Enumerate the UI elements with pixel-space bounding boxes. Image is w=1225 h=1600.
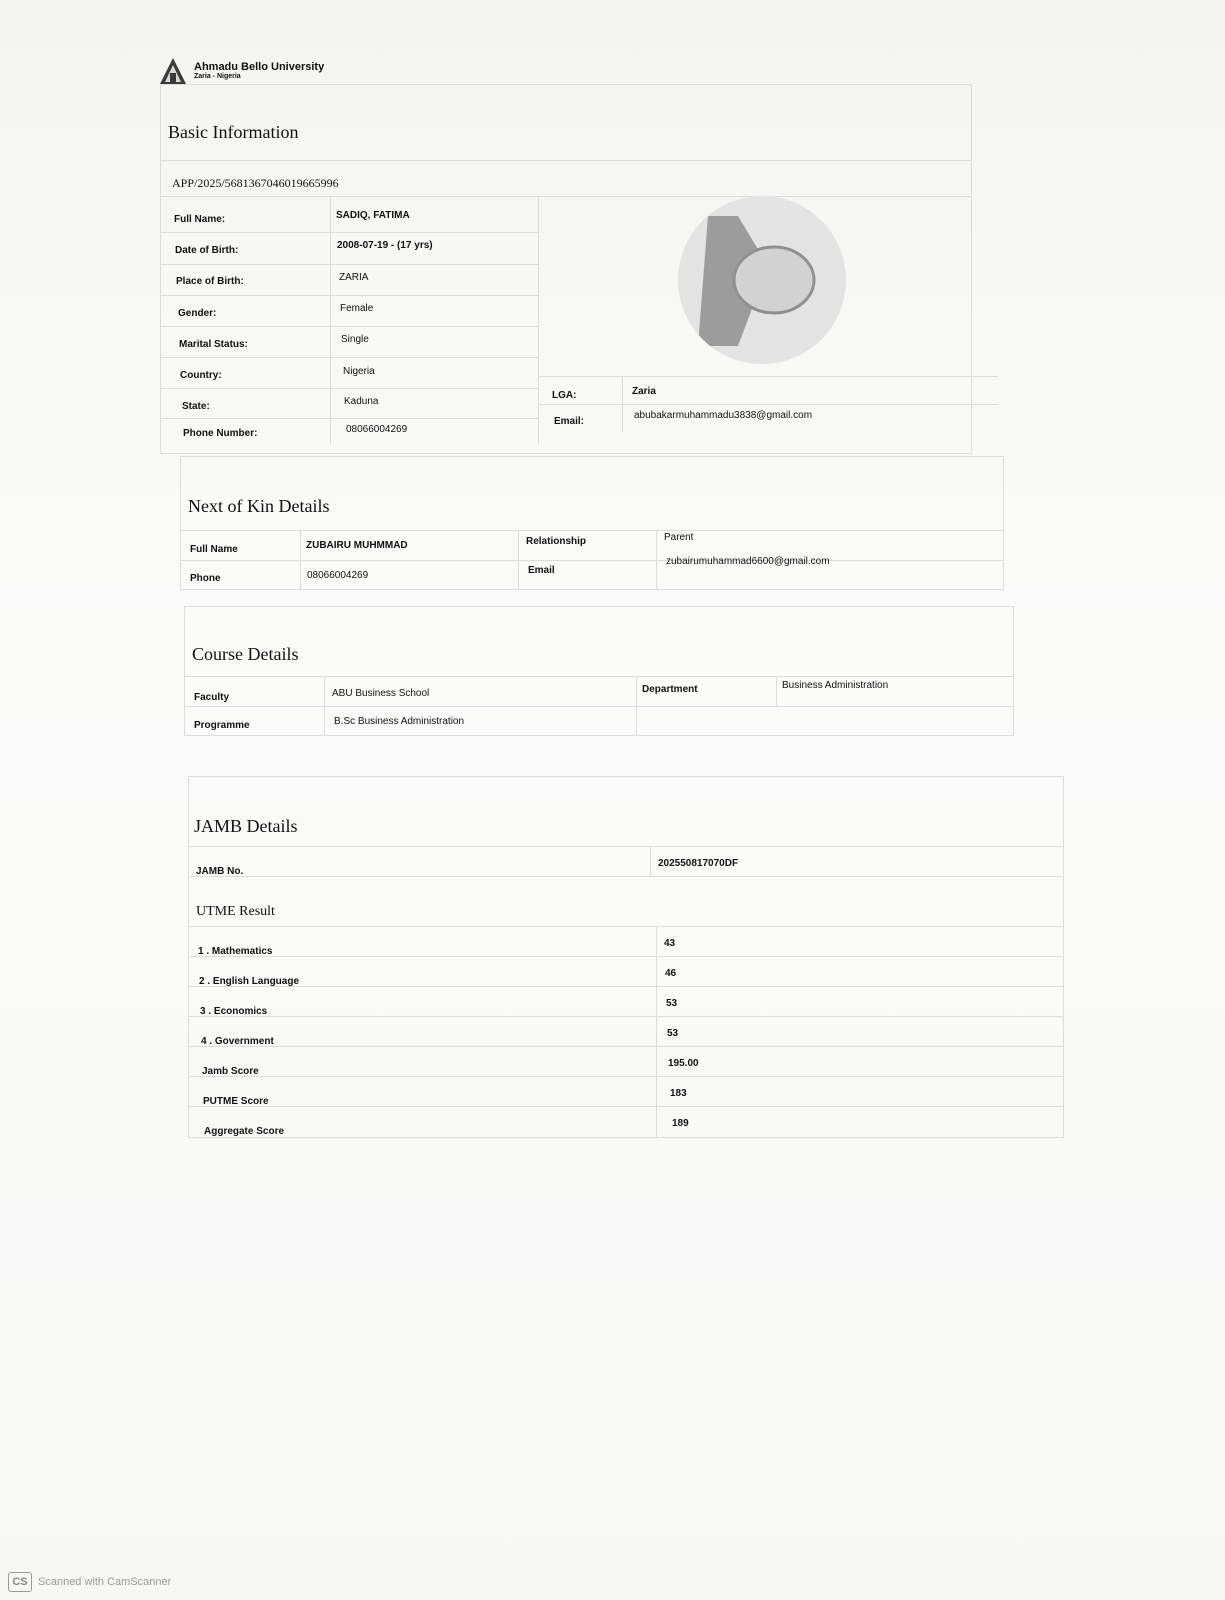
putme-score-label: PUTME Score [203,1096,269,1107]
programme-label: Programme [194,720,250,731]
scanner-watermark [8,1572,171,1592]
lga-value: Zaria [632,386,656,397]
marital-status-value: Single [341,334,369,345]
scanner-watermark-text: Scanned with CamScanner [38,1576,172,1588]
gender-label: Gender: [178,308,217,319]
kin-email-value: zubairumuhammad6600@gmail.com [666,556,830,567]
utme-result-value: 46 [665,968,677,979]
place-of-birth-label: Place of Birth: [176,276,244,287]
course-details-section [184,606,1014,736]
utme-result-label: 2 . English Language [199,976,300,987]
university-logo-icon [158,56,188,86]
faculty-value: ABU Business School [332,688,430,699]
kin-email-label: Email [528,565,555,576]
state-value: Kaduna [344,396,379,407]
dob-label: Date of Birth: [175,245,239,256]
state-label: State: [182,401,210,412]
kin-full-name-value: ZUBAIRU MUHMMAD [306,540,408,551]
utme-result-label: 4 . Government [201,1036,274,1047]
aggregate-score-value: 189 [672,1118,689,1129]
full-name-value: SADIQ, FATIMA [336,210,410,221]
phone-number-label: Phone Number: [183,428,258,439]
gender-value: Female [340,303,374,314]
jamb-details-section [188,776,1064,1138]
putme-score-value: 183 [670,1088,687,1099]
marital-status-label: Marital Status: [179,339,248,350]
country-value: Nigeria [343,366,375,377]
phone-number-value: 08066004269 [346,424,408,435]
utme-result-value: 53 [666,998,678,1009]
utme-result-label: 1 . Mathematics [198,946,273,957]
course-details-title: Course Details [192,644,299,664]
kin-full-name-label: Full Name [190,544,238,555]
jamb-no-value: 202550817070DF [658,858,739,869]
email-label: Email: [554,416,585,427]
kin-relationship-label: Relationship [526,536,587,547]
email-value: abubakarmuhammadu3838@gmail.com [634,410,813,421]
university-header [158,56,324,86]
utme-result-title: UTME Result [196,904,275,919]
jamb-details-title: JAMB Details [194,816,298,836]
dob-value: 2008-07-19 - (17 yrs) [337,240,433,251]
aggregate-score-label: Aggregate Score [204,1126,285,1137]
programme-value: B.Sc Business Administration [334,716,465,727]
camscanner-icon: CS [8,1572,32,1592]
department-label: Department [642,684,698,695]
jamb-score-label: Jamb Score [202,1066,259,1077]
utme-result-label: 3 . Economics [200,1006,268,1017]
jamb-score-value: 195.00 [668,1058,699,1069]
jamb-no-label: JAMB No. [196,866,244,877]
applicant-photo [678,196,846,364]
avatar-silhouette-icon [678,196,846,364]
utme-result-value: 53 [667,1028,679,1039]
full-name-label: Full Name: [174,214,226,225]
utme-result-value: 43 [664,938,676,949]
next-of-kin-title: Next of Kin Details [188,496,330,516]
kin-phone-label: Phone [190,573,221,584]
kin-relationship-value: Parent [664,532,694,543]
lga-label: LGA: [552,390,577,401]
department-value: Business Administration [782,680,889,691]
place-of-birth-value: ZARIA [339,272,369,283]
country-label: Country: [180,370,222,381]
kin-phone-value: 08066004269 [307,570,369,581]
next-of-kin-section [180,456,1004,590]
university-location: Zaria - Nigeria [194,73,241,81]
basic-info-title: Basic Information [168,122,299,142]
application-number: APP/2025/5681367046019665996 [172,176,339,190]
university-name: Ahmadu Bello University [194,60,325,73]
faculty-label: Faculty [194,692,230,703]
